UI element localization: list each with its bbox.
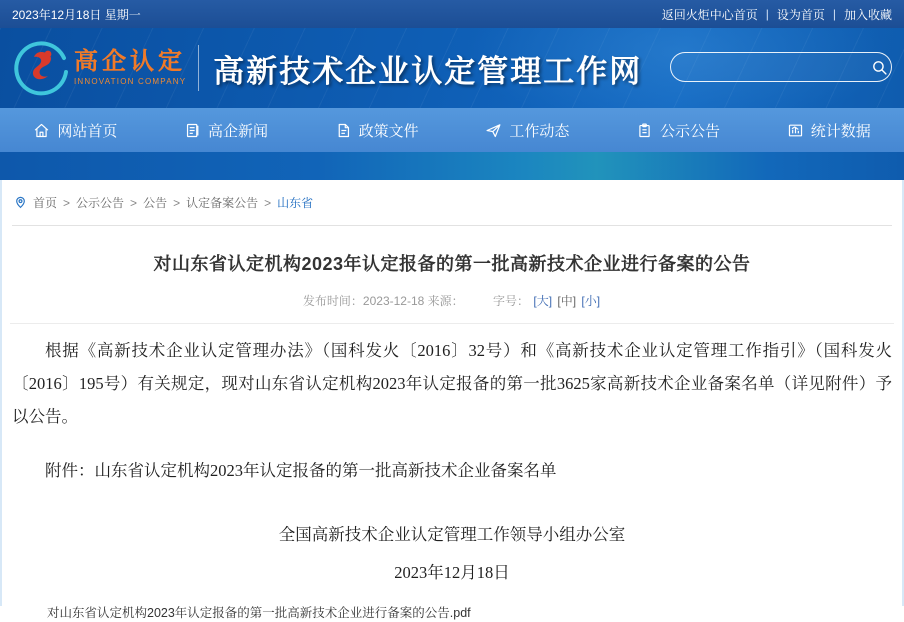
breadcrumb-shandong[interactable]: 山东省 <box>277 196 314 210</box>
article-meta <box>2 292 902 309</box>
banner-strip <box>0 152 904 180</box>
search-icon <box>871 59 888 76</box>
nav-item-home[interactable] <box>0 108 151 152</box>
breadcrumb-divider <box>12 225 892 226</box>
breadcrumb-separator: > <box>173 195 181 210</box>
logo-divider <box>198 45 199 91</box>
publish-date: 2023-12-18 <box>362 294 425 308</box>
nav-item-work-updates[interactable] <box>452 108 603 152</box>
nav-label: 公示公告 <box>660 122 721 140</box>
meta-divider <box>10 323 894 324</box>
nav-label: 工作动态 <box>509 122 570 140</box>
current-date: 2023年12月18日 星期一 <box>12 7 141 22</box>
site-title: 高新技术企业认定管理工作网 <box>213 53 643 89</box>
back-to-torch-home-link[interactable]: 返回火炬中心首页 <box>661 7 758 22</box>
topbar-separator: | <box>765 7 769 21</box>
attachment-pdf-link[interactable]: 对山东省认定机构2023年认定报备的第一批高新技术企业进行备案的公告.pdf <box>47 606 471 620</box>
home-icon <box>33 122 50 139</box>
site-logo[interactable] <box>14 40 186 96</box>
content-area <box>0 180 904 620</box>
nav-label: 网站首页 <box>57 122 118 140</box>
nav-item-statistics[interactable] <box>753 108 904 152</box>
breadcrumb <box>2 180 902 221</box>
breadcrumb-separator: > <box>130 195 138 210</box>
logo-en-text: INNOVATION COMPANY <box>74 77 187 86</box>
font-size-large-button[interactable]: [大] <box>533 294 553 308</box>
font-size-small-button[interactable]: [小] <box>581 294 601 308</box>
breadcrumb-filing-notice[interactable]: 认定备案公告 <box>186 196 259 210</box>
breadcrumb-separator: > <box>264 195 272 210</box>
publish-time-label: 发布时间： <box>302 294 363 308</box>
set-homepage-link[interactable]: 设为首页 <box>776 7 825 22</box>
policy-file-icon <box>335 122 352 139</box>
main-nav <box>0 108 904 152</box>
topbar-separator: | <box>832 7 836 21</box>
attachment-line: 附件：山东省认定机构2023年认定报备的第一批高新技术企业备案名单 <box>45 461 557 480</box>
search-input[interactable] <box>671 60 867 75</box>
location-pin-icon <box>14 195 27 210</box>
search-button[interactable] <box>867 53 891 81</box>
clipboard-icon <box>636 122 653 139</box>
source-label: 来源： <box>427 294 464 308</box>
breadcrumb-announcements[interactable]: 公示公告 <box>76 196 125 210</box>
nav-label: 政策文件 <box>358 122 419 140</box>
nav-label: 高企新闻 <box>208 122 269 140</box>
fontsize-label: 字号： <box>493 294 530 308</box>
nav-item-policy[interactable] <box>301 108 452 152</box>
site-header <box>0 28 904 108</box>
logo-icon <box>14 40 70 96</box>
breadcrumb-notice[interactable]: 公告 <box>143 196 168 210</box>
breadcrumb-separator: > <box>63 195 71 210</box>
paper-plane-icon <box>485 122 502 139</box>
bar-chart-icon <box>787 122 804 139</box>
nav-item-news[interactable] <box>151 108 302 152</box>
issuing-office: 全国高新技术企业认定管理工作领导小组办公室 <box>278 525 626 544</box>
nav-label: 统计数据 <box>810 122 871 140</box>
add-favorite-link[interactable]: 加入收藏 <box>843 7 892 22</box>
article-paragraph: 根据《高新技术企业认定管理办法》（国科发火〔2016〕32号）和《高新技术企业认定管理工作指引》（国科发火〔2016〕195号）有关规定，现对山东省认定机构2023年认定报备的第一批3625家高新技术企业备案名单（详见附件）予以公告。 <box>12 341 892 426</box>
search-box <box>670 52 892 82</box>
breadcrumb-home[interactable]: 首页 <box>33 196 58 210</box>
news-icon <box>184 122 201 139</box>
article-title: 对山东省认定机构2023年认定报备的第一批高新技术企业进行备案的公告 <box>153 254 751 274</box>
top-utility-bar <box>0 0 904 28</box>
logo-cn-text: 高企认定 <box>74 49 186 75</box>
issue-date: 2023年12月18日 <box>394 563 510 582</box>
nav-item-announcements[interactable] <box>603 108 754 152</box>
font-size-medium-button[interactable]: [中] <box>557 294 577 308</box>
